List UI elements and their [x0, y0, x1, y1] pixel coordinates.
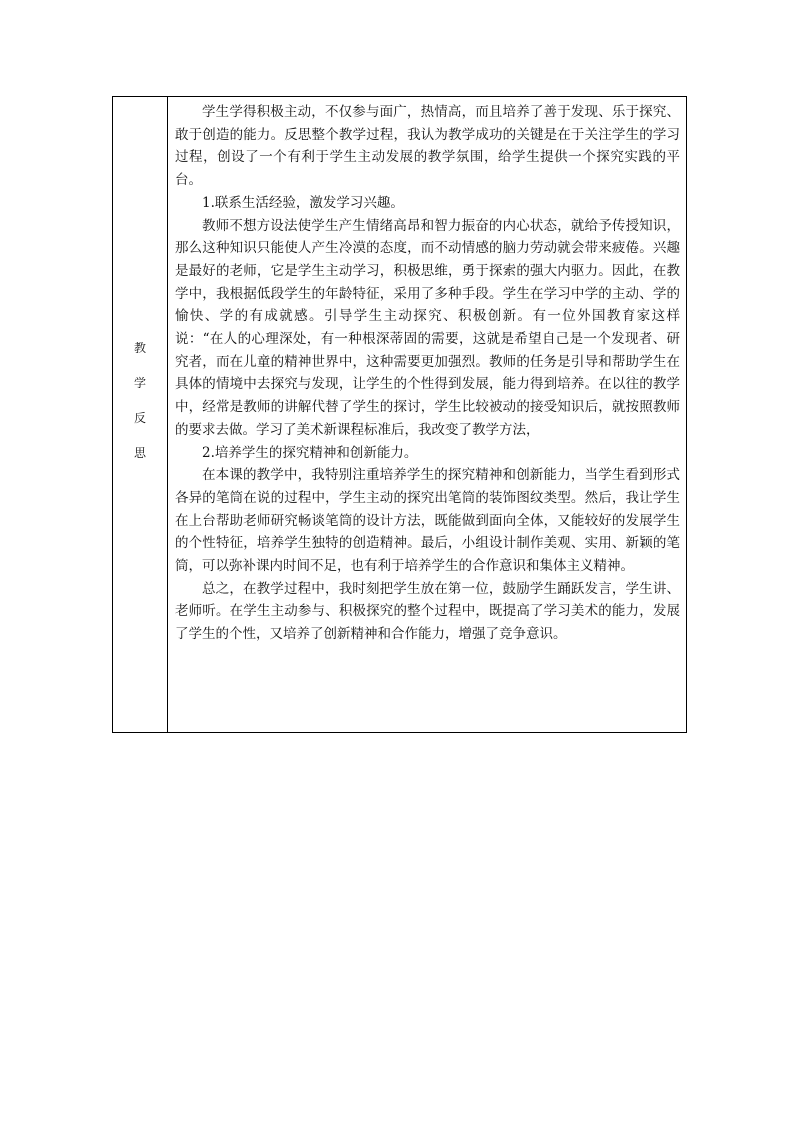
paragraph-intro: 学生学得积极主动，不仅参与面广，热情高，而且培养了善于发现、乐于探究、敢于创造的能力。反思整个教学过程，我认为教学成功的关键是在于关注学生的学习过程，创设了一个有利于学生主动发展的教学氛围，给学生提供一个探究实践的平台。	[175, 104, 680, 189]
label-char-2: 学	[133, 376, 146, 390]
label-char-1: 教	[133, 341, 146, 355]
label-char-4: 思	[133, 446, 146, 460]
label-cell	[113, 97, 167, 732]
heading-point-2: 2.培养学生的探究精神和创新能力。	[202, 444, 418, 461]
paragraph-exploration: 在本课的教学中，我特别注重培养学生的探究精神和创新能力，当学生看到形式各异的笔筒在说的过程中，学生主动的探究出笔筒的装饰图纹类型。然后，我让学生在上台帮助老师研究畅谈笔筒的设计方法，既能做到面向全体，又能较好的发展学生的个性特征，培养学生独特的创造精神。最后，小组设计制作美观、实用、新颖的笔筒，可以弥补课内时间不足，也有利于培养学生的合作意识和集体主义精神。	[175, 467, 680, 575]
column-divider	[167, 97, 168, 732]
paragraph-summary: 总之，在教学过程中，我时刻把学生放在第一位，鼓励学生踊跃发言，学生讲、老师听。在学生主动参与、积极探究的整个过程中，既提高了学习美术的能力，发展了学生的个性，又培养了创新精神和合作能力，增强了竞争意识。	[175, 580, 680, 643]
reflection-table	[112, 96, 687, 733]
paragraph-interest: 教师不想方设法使学生产生情绪高昂和智力振奋的内心状态，就给予传授知识，那么这种知识只能使人产生冷漠的态度，而不动情感的脑力劳动就会带来疲倦。兴趣是最好的老师，它是学生主动学习，积极思维，勇于探索的强大内驱力。因此，在教学中，我根据低段学生的年龄特征，采用了多种手段。学生在学习中学的主动、学的愉快、学的有成就感。引导学生主动探究、积极创新。有一位外国教育家这样说：“在人的心理深处，有一种根深蒂固的需要，这就是希望自己是一个发现者、研究者，而在儿童的精神世界中，这种需要更加强烈。教师的任务是引导和帮助学生在具体的情境中去探究与发现，让学生的个性得到发展，能力得到培养。在以往的教学中，经常是教师的讲解代替了学生的探讨，学生比较被动的接受知识后，就按照教师的要求去做。学习了美术新课程标准后，我改变了教学方法，	[175, 217, 680, 438]
content-cell	[175, 101, 680, 646]
heading-point-1: 1.联系生活经验，激发学习兴趣。	[202, 194, 404, 211]
label-char-3: 反	[133, 411, 146, 425]
